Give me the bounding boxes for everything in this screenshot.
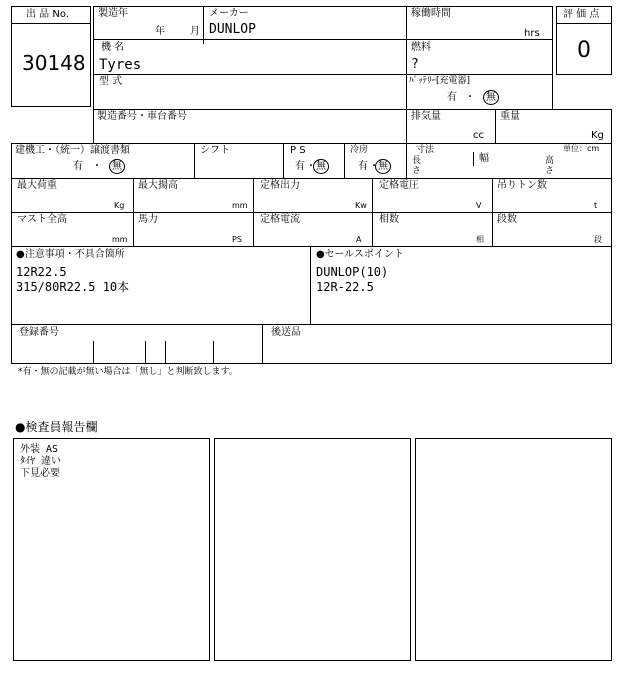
displacement-unit: cc xyxy=(473,130,484,141)
battery-none-circled: 無 xyxy=(483,90,499,105)
inspector-line-2: ﾀｲﾔ 違い xyxy=(20,456,62,467)
inspector-line-1: 外装 AS xyxy=(20,444,59,455)
ps-dot: ・ xyxy=(306,161,316,172)
horsepower-label: 馬力 xyxy=(138,214,158,225)
ps-has: 有 xyxy=(295,161,305,172)
cooling-none-circled: 無 xyxy=(375,159,391,174)
phase-unit: 相 xyxy=(476,235,484,244)
rated-output-unit: Kw xyxy=(355,201,367,210)
max-lift-unit: mm xyxy=(232,201,248,210)
year-unit: 年 xyxy=(155,26,165,37)
stages-unit: 段 xyxy=(594,235,602,244)
inspector-box-3 xyxy=(415,438,612,661)
ps-label: P S xyxy=(290,145,306,156)
maker-label: メーカー xyxy=(209,8,249,19)
weight-label: 重量 xyxy=(500,111,520,122)
defects-line-1: 12R22.5 xyxy=(16,265,67,279)
hours-label: 稼働時間 xyxy=(411,8,451,19)
listing-no: 30148 xyxy=(22,51,86,75)
cooling-has: 有 xyxy=(358,161,368,172)
fuel-label: 燃料 xyxy=(411,42,431,53)
listing-no-label: 出 品 No. xyxy=(26,9,69,20)
battery-dot: ・ xyxy=(465,92,475,103)
inspector-line-3: 下見必要 xyxy=(20,468,60,479)
defects-line-2: 315/80R22.5 10本 xyxy=(16,280,130,294)
rated-voltage-label: 定格電圧 xyxy=(379,180,419,191)
horsepower-unit: PS xyxy=(232,235,242,244)
transfer-none-circled: 無 xyxy=(109,159,125,174)
lift-ton-label: 吊りトン数 xyxy=(497,180,547,191)
type-label: 型 式 xyxy=(99,76,123,87)
reg-no-label: 登録番号 xyxy=(19,327,59,338)
transfer-label: 建機工・（統一）譲渡書類 xyxy=(15,145,130,156)
serial-label: 製造番号・車台番号 xyxy=(97,111,187,122)
inspector-box-2 xyxy=(214,438,411,661)
sales-line-1: DUNLOP(10) xyxy=(316,265,389,279)
sales-label: ●セールスポイント xyxy=(316,249,404,260)
month-unit: 月 xyxy=(190,26,200,37)
model-name-label: 機 名 xyxy=(101,42,125,53)
hours-unit: hrs xyxy=(524,28,540,39)
width-label: 幅 xyxy=(479,153,489,164)
shift-label: シフト xyxy=(200,145,230,156)
transfer-has: 有 xyxy=(73,161,83,172)
lift-ton-unit: t xyxy=(594,201,598,210)
ps-none-circled: 無 xyxy=(313,159,329,174)
transfer-dot: ・ xyxy=(92,161,102,172)
weight-unit: Kg xyxy=(591,130,604,141)
model-name-value: Tyres xyxy=(99,57,142,73)
year-label: 製造年 xyxy=(98,8,128,19)
sales-line-2: 12R-22.5 xyxy=(316,280,374,294)
rated-voltage-unit: V xyxy=(476,201,482,210)
dimensions-unit: 単位：cm xyxy=(563,144,600,153)
rated-current-unit: A xyxy=(356,235,362,244)
max-load-unit: Kg xyxy=(114,201,125,210)
rating-label: 評 価 点 xyxy=(563,9,600,20)
battery-label: ﾊﾞｯﾃﾘｰ[充電器] xyxy=(409,76,471,86)
mast-height-label: マスト全高 xyxy=(17,214,67,225)
rating-value: 0 xyxy=(577,38,591,63)
max-lift-label: 最大揚高 xyxy=(138,180,178,191)
fuel-value: ? xyxy=(411,57,419,72)
maker-value: DUNLOP xyxy=(209,22,256,37)
displacement-label: 排気量 xyxy=(411,111,441,122)
mast-height-unit: mm xyxy=(112,235,128,244)
battery-has: 有 xyxy=(447,92,457,103)
stages-label: 段数 xyxy=(497,214,517,225)
dimensions-label: 寸法 xyxy=(416,145,435,155)
phase-label: 相数 xyxy=(379,214,399,225)
rated-current-label: 定格電流 xyxy=(260,214,300,225)
rated-output-label: 定格出力 xyxy=(260,180,300,191)
cooling-label: 冷房 xyxy=(350,145,369,155)
cooling-dot: ・ xyxy=(369,161,379,172)
inspector-title: ●検査員報告欄 xyxy=(15,420,98,434)
length-label: 長 さ xyxy=(412,156,422,176)
shipped-label: 後送品 xyxy=(271,327,301,338)
registration-block xyxy=(11,324,612,364)
footnote: *有・無の記載が無い場合は「無し」と判断致します。 xyxy=(18,367,238,377)
height-label: 高 さ xyxy=(545,156,555,176)
max-load-label: 最大荷重 xyxy=(17,180,57,191)
defects-label: ●注意事項・不具合箇所 xyxy=(16,249,125,260)
